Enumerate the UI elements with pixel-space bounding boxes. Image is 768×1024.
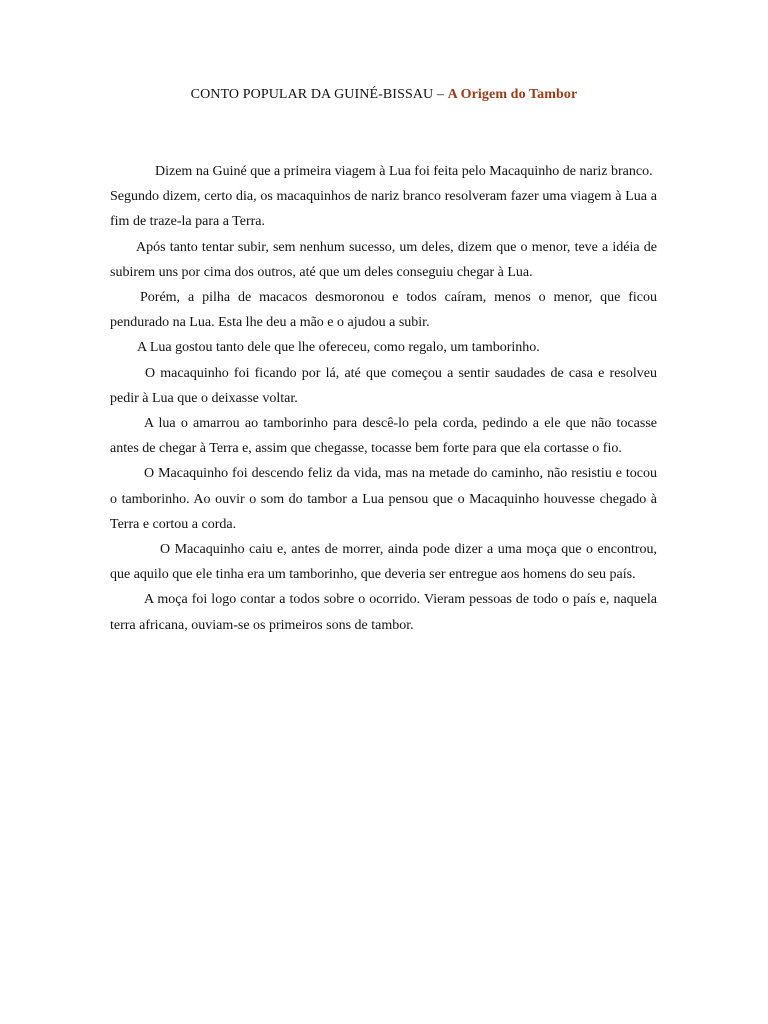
document-title (0, 85, 768, 105)
title-prefix: CONTO POPULAR DA GUINÉ-BISSAU – (190, 87, 448, 102)
paragraph: Após tanto tentar subir, sem nenhum sucesso, um deles, dizem que o menor, teve a idéia de subirem uns por cima dos outros, até que um deles conseguiu chegar à Lua. (110, 239, 657, 280)
paragraph: O Macaquinho caiu e, antes de morrer, ainda pode dizer a uma moça que o encontrou, que aquilo que ele tinha era um tamborinho, que deveria ser entregue aos homens do seu país. (110, 542, 657, 583)
story-body (110, 159, 657, 638)
paragraph: A lua o amarrou ao tamborinho para descê-lo pela corda, pedindo a ele que não tocasse antes de chegar à Terra e, assim que chegasse, tocasse bem forte para que ela cortasse o fio. (110, 416, 657, 457)
paragraph: A Lua gostou tanto dele que lhe ofereceu, como regalo, um tamborinho. (137, 340, 540, 356)
paragraph: Segundo dizem, certo dia, os macaquinhos de nariz branco resolveram fazer uma viagem à Lua a fim de traze-la para a Terra. (110, 189, 657, 230)
title-highlight: A Origem do Tambor (447, 87, 578, 102)
paragraph: O macaquinho foi ficando por lá, até que começou a sentir saudades de casa e resolveu pedir à Lua que o deixasse voltar. (110, 365, 657, 406)
paragraph: A moça foi logo contar a todos sobre o ocorrido. Vieram pessoas de todo o país e, naquela terra africana, ouviam-se os primeiros sons de tambor. (110, 592, 657, 633)
paragraph: Porém, a pilha de macacos desmoronou e todos caíram, menos o menor, que ficou pendurado na Lua. Esta lhe deu a mão e o ajudou a subir. (110, 290, 657, 331)
paragraph: Dizem na Guiné que a primeira viagem à Lua foi feita pelo Macaquinho de nariz branco. (155, 164, 653, 179)
paragraph: O Macaquinho foi descendo feliz da vida, mas na metade do caminho, não resistiu e tocou o tamborinho. Ao ouvir o som do tambor a Lua pensou que o Macaquinho houvesse chegado à Terra e cortou a corda. (110, 466, 657, 532)
